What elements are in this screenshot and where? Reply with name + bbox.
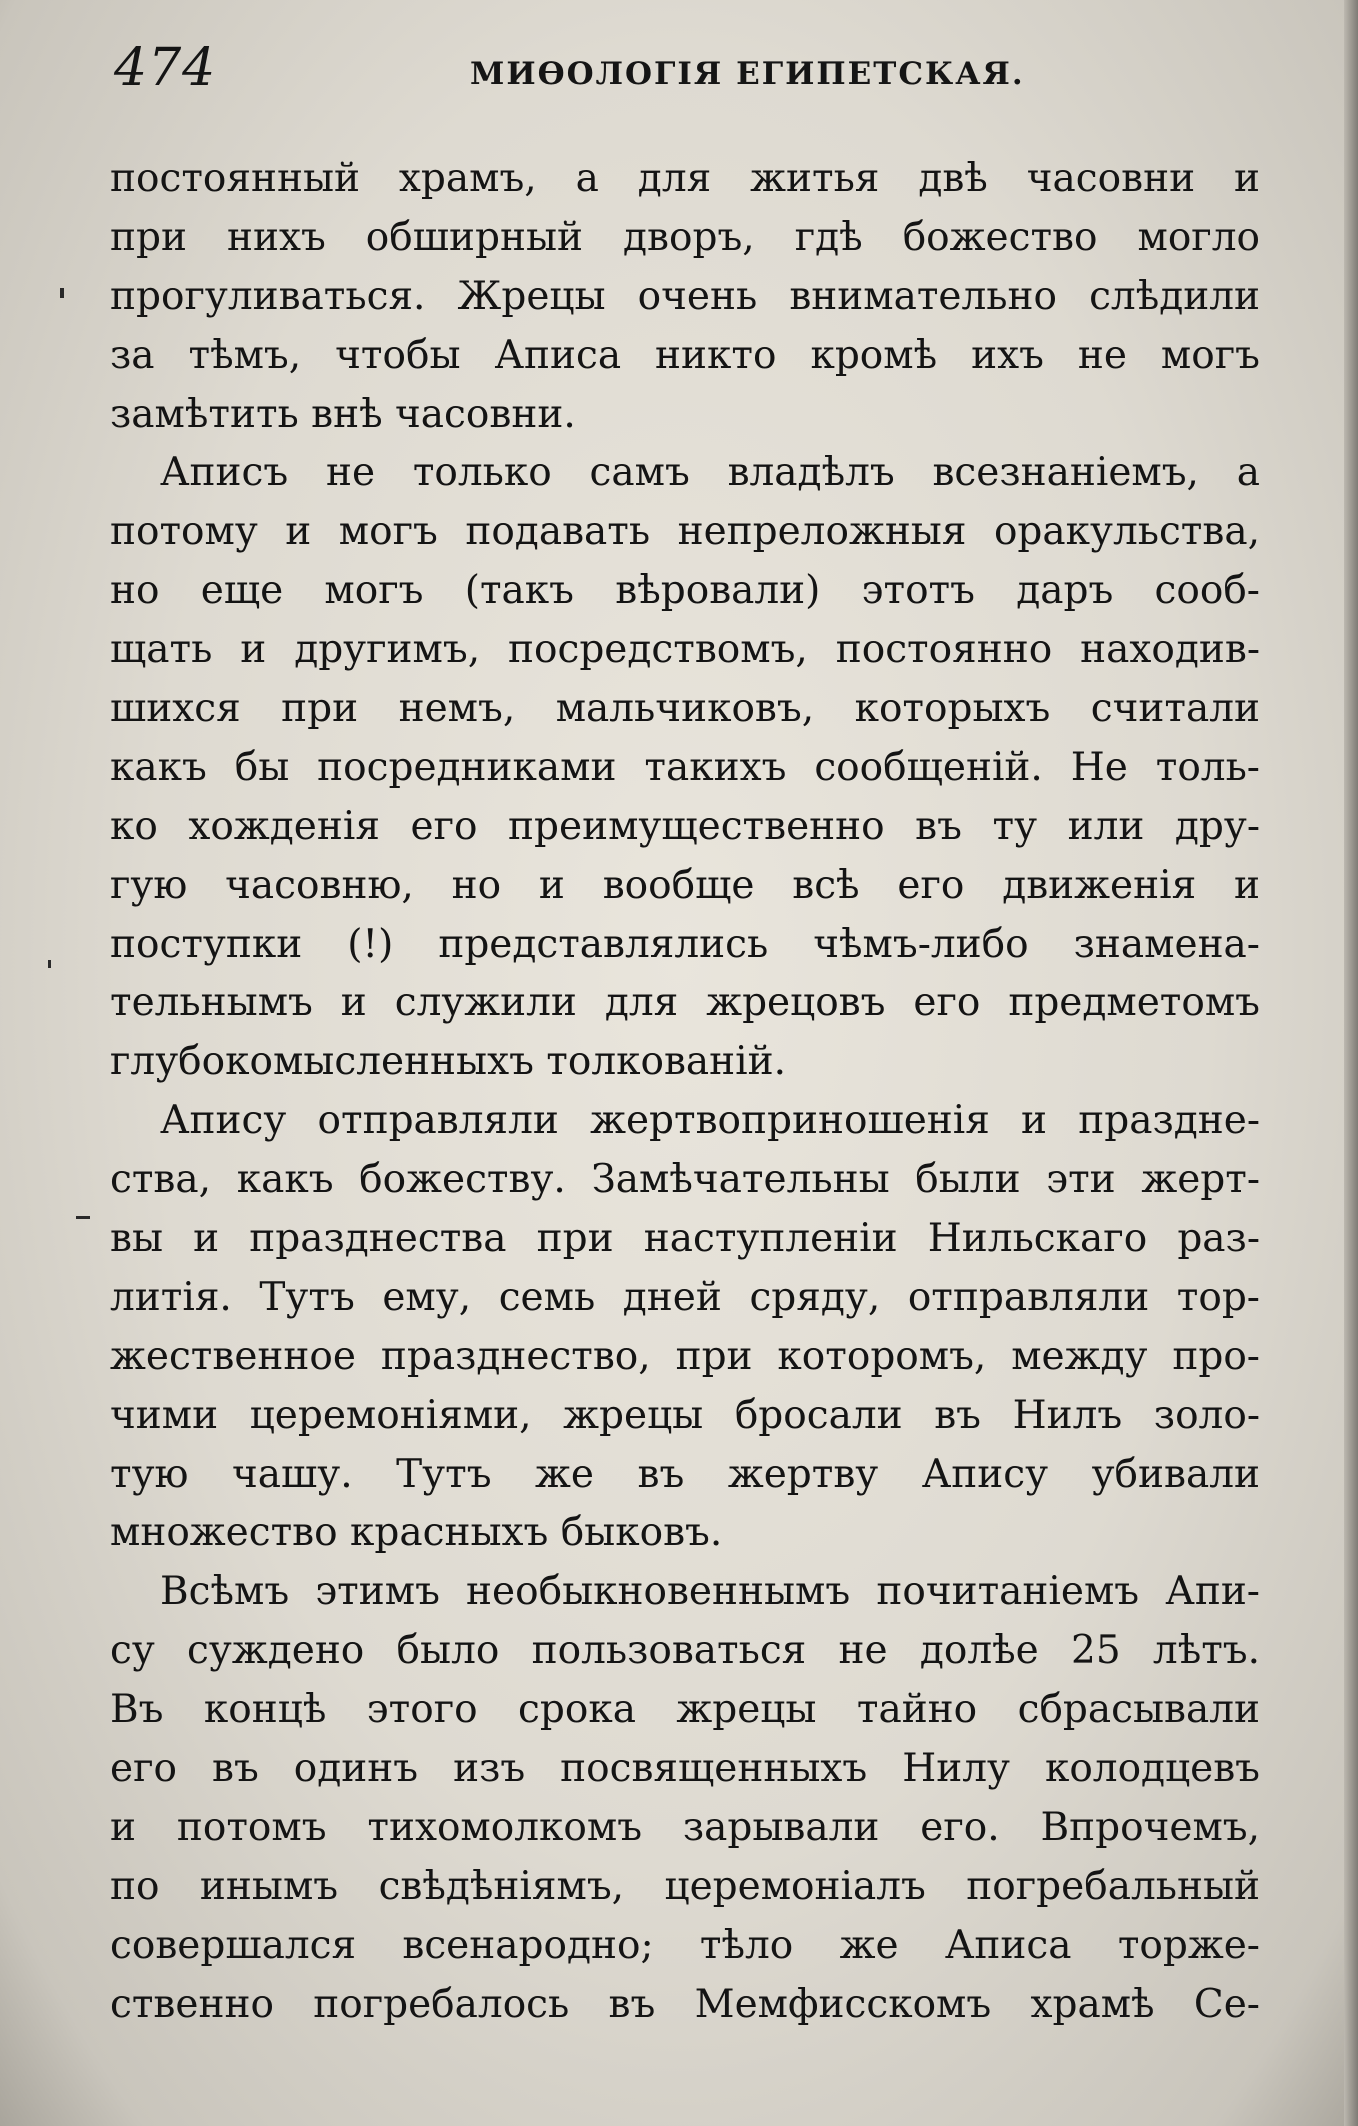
text-line: прогуливаться. Жрецы очень внимательно слѣдили <box>110 273 1260 319</box>
text-line: какъ бы посредниками такихъ сообщеній. Не толь- <box>110 744 1260 790</box>
text-line: его въ одинъ изъ посвященныхъ Нилу колодцевъ <box>110 1746 1260 1792</box>
text-line: за тѣмъ, чтобы Аписа никто кромѣ ихъ не могъ <box>110 332 1260 378</box>
text-line: су суждено было пользоваться не долѣе 25 лѣтъ. <box>110 1628 1260 1674</box>
text-line: по инымъ свѣдѣніямъ, церемоніалъ погребальный <box>110 1863 1260 1909</box>
text-line: множество красныхъ быковъ. <box>110 1510 723 1556</box>
text-line: щать и другимъ, посредствомъ, постоянно находив- <box>110 627 1260 673</box>
text-line: ко хожденія его преимущественно въ ту или дру- <box>110 803 1260 849</box>
text-line: и потомъ тихомолкомъ зарывали его. Впрочемъ, <box>110 1804 1260 1850</box>
text-line: глубокомысленныхъ толкованій. <box>110 1039 787 1085</box>
text-line: шихся при немъ, мальчиковъ, которыхъ считали <box>110 686 1260 732</box>
text-line: тую чашу. Тутъ же въ жертву Апису убивали <box>110 1451 1260 1497</box>
text-line: совершался всенародно; тѣло же Аписа торже- <box>110 1922 1260 1968</box>
text-line: ства, какъ божеству. Замѣчательны были эти жерт- <box>110 1157 1260 1203</box>
text-line: жественное празднество, при которомъ, между про- <box>110 1333 1260 1379</box>
page-edge-shadow <box>1344 0 1358 2126</box>
ink-speck <box>48 960 51 968</box>
text-line: чими церемоніями, жрецы бросали въ Нилъ золо- <box>110 1392 1260 1438</box>
text-line: тельнымъ и служили для жрецовъ его предметомъ <box>110 980 1260 1026</box>
ink-speck <box>60 288 64 298</box>
text-line: Въ концѣ этого срока жрецы тайно сбрасывали <box>110 1687 1260 1733</box>
text-line: но еще могъ (такъ вѣровали) этотъ даръ сооб- <box>110 568 1260 614</box>
text-line: постоянный храмъ, а для житья двѣ часовни и <box>110 156 1260 201</box>
text-line: Аписъ не только самъ владѣлъ всезнаніемъ, а <box>160 450 1260 496</box>
running-head <box>110 38 1260 108</box>
text-line: литія. Тутъ ему, семь дней сряду, отправляли тор- <box>110 1274 1260 1320</box>
text-line: потому и могъ подавать непреложныя оракульства, <box>110 509 1260 555</box>
text-line: поступки (!) представлялись чѣмъ-либо знамена- <box>110 921 1260 967</box>
text-line: замѣтить внѣ часовни. <box>110 391 576 437</box>
text-line: вы и празднества при наступленіи Нильскаго раз- <box>110 1216 1260 1262</box>
page-number: 474 <box>114 38 217 98</box>
text-line: Всѣмъ этимъ необыкновеннымъ почитаніемъ Апи- <box>160 1569 1260 1615</box>
text-line: ственно погребалось въ Мемфисскомъ храмѣ Се- <box>110 1981 1260 2027</box>
ink-speck <box>76 1216 90 1219</box>
text-line: при нихъ обширный дворъ, гдѣ божество могло <box>110 214 1260 260</box>
body-text <box>110 150 1260 2035</box>
running-title: МИѲОЛОГІЯ ЕГИПЕТСКАЯ. <box>470 56 1025 92</box>
text-line: Апису отправляли жертвоприношенія и празднe- <box>160 1098 1260 1144</box>
text-line: гую часовню, но и вообще всѣ его движенія и <box>110 862 1260 908</box>
